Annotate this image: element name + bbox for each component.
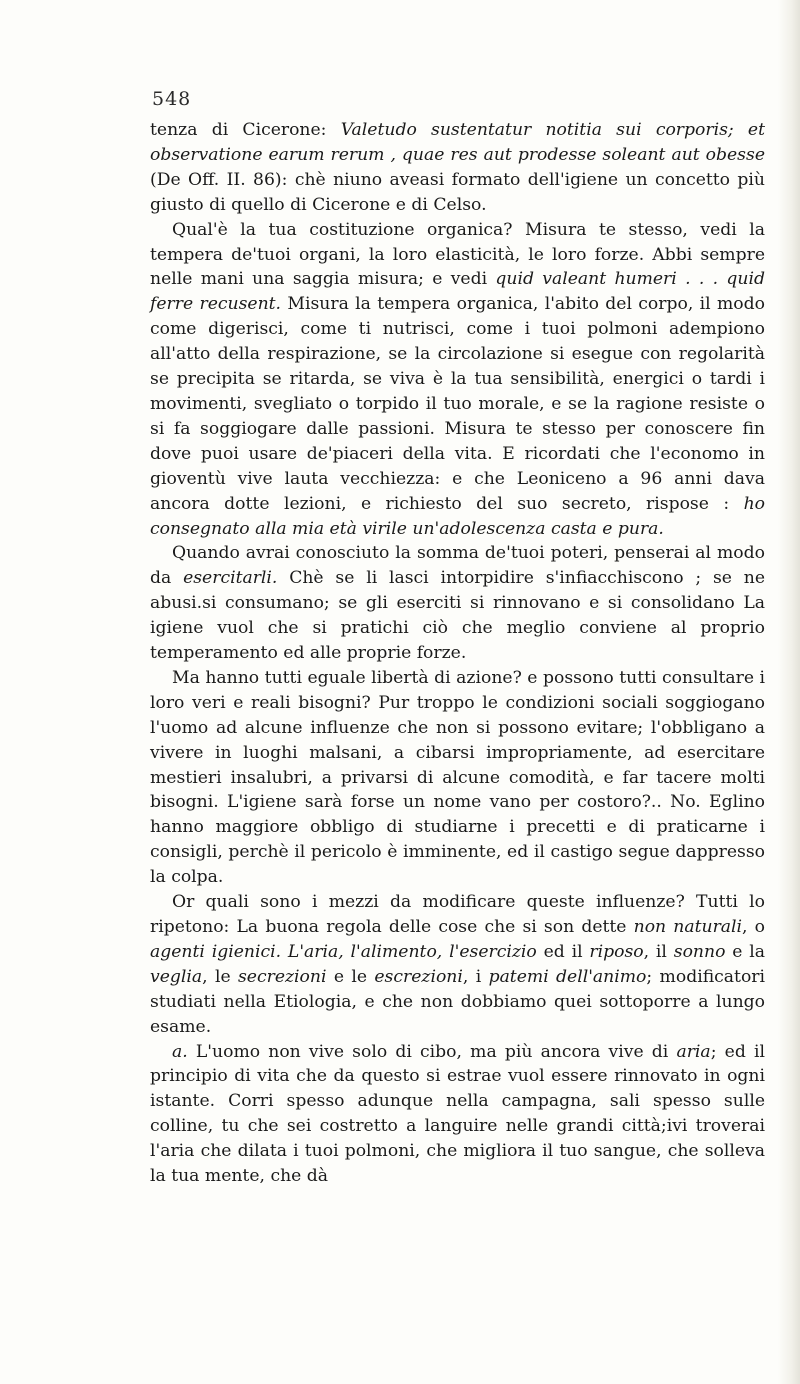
paragraph (150, 541, 765, 666)
paragraph (150, 1040, 765, 1189)
italic-text-run: patemi dell'animo (488, 966, 647, 987)
text-run: ; ed il principio di vita che da questo si estrae vuol essere rinnovato in ogni istante. Corri spesso adunque nella campagna, sali spesso sulle colline, tu che sei costretto a languire nelle grandi città;ivi troverai l'aria che dilata i tuoi polmoni, che migliora il tuo sangue, che solleva la tua mente, che dà (150, 1041, 765, 1187)
text-run: , il (643, 941, 674, 962)
italic-text-run: a. (172, 1041, 188, 1062)
italic-text-run: veglia (150, 966, 203, 987)
page-edge-shadow (778, 0, 800, 1384)
text-run: , le (202, 966, 238, 987)
paragraph (150, 218, 765, 542)
text-run: (De Off. II. 86): chè niuno aveasi formato dell'igiene un concetto più giusto di quello di Cicerone e di Celso. (150, 169, 765, 215)
italic-text-run: L'aria, l'alimento, l'esercizio (287, 941, 537, 962)
text-run: tenza di Cicerone: (150, 120, 341, 140)
text-run: ed il (536, 941, 590, 962)
italic-text-run: non naturali (633, 917, 743, 937)
text-run: Chè se li lasci intorpidire s'infiacchiscono ; se ne abusi.si consumano; se gli eserciti si rinnovano e si consolidano La igiene vuol che si pratichi ciò che meglio conviene al proprio temperamento ed alle proprie forze. (150, 568, 765, 664)
paragraph (150, 890, 765, 1039)
page-number: 548 (152, 88, 192, 110)
italic-text-run: quid valeant humeri . . . quid ferre recusent. (150, 269, 765, 315)
text-run: ; modificatori studiati nella Etiologia, e che non dobbiamo quei sottoporre a lungo esame. (150, 966, 766, 1037)
italic-text-run: sonno (673, 941, 726, 962)
body-text (150, 118, 765, 1189)
text-run (281, 942, 288, 962)
italic-text-run: agenti igienici. (150, 941, 282, 962)
italic-text-run: escrezioni (374, 966, 463, 987)
paragraph (150, 666, 765, 890)
italic-text-run: esercitarli. (183, 568, 278, 589)
text-run: e la (725, 941, 766, 962)
italic-text-run: secrezioni (237, 966, 327, 987)
text-run: e le (326, 966, 375, 987)
italic-text-run: ho consegnato alla mia età virile un'adolescenza casta e pura. (150, 493, 765, 539)
text-run: Or quali sono i mezzi da modificare queste influenze? Tutti lo ripetono: La buona regola delle cose che si son dette (150, 892, 765, 937)
text-run: , i (462, 966, 489, 987)
italic-text-run: aria (676, 1041, 711, 1062)
text-run: Misura la tempera organica, l'abito del corpo, il modo come digerisci, come ti nutrisci, come i tuoi polmoni adempiono all'atto della respirazione, se la circolazione si esegue con regolarità se precipita se ritarda, se viva è la tua sensibilità, energici o tardi i movimenti, svegliato o torpido il tuo morale, e se la ragione resiste o si fa soggiogare dalle passioni. Misura te stesso per conoscere fin dove puoi usare de'piaceri della vita. E ricordati che l'economo in gioventù vive lauta vecchiezza: e che Leoniceno a 96 anni dava ancora dotte lezioni, e richiesto del suo secreto, rispose : (150, 294, 765, 514)
italic-text-run: Valetudo sustentatur notitia sui corporis; et observatione earum rerum , quae res aut prodesse soleant aut obesse (150, 120, 765, 165)
text-run: Ma hanno tutti eguale libertà di azione? e possono tutti consultare i loro veri e reali bisogni? Pur troppo le condizioni sociali soggiogano l'uomo ad alcune influenze che non si possono evitare; l'obbligano a vivere in luoghi malsani, a cibarsi impropriamente, ad esercitare mestieri insalubri, a privarsi di alcune comodità, e far tacere molti bisogni. L'igiene sarà forse un nome vano per costoro?.. No. Eglino hanno maggiore obbligo di studiarne i precetti e di praticarne i consigli, perchè il pericolo è imminente, ed il castigo segue dappresso la colpa. (150, 667, 765, 888)
paragraph (150, 118, 765, 218)
text-run: Quando avrai conosciuto la somma de'tuoi poteri, penserai al modo da (150, 543, 765, 589)
text-run: Qual'è la tua costituzione organica? Misura te stesso, vedi la tempera de'tuoi organi, la loro elasticità, le loro forze. Abbi sempre nelle mani una saggia misura; e vedi (150, 219, 765, 290)
text-run: L'uomo non vive solo di cibo, ma più ancora vive di (187, 1041, 677, 1062)
text-run: , o (742, 917, 765, 937)
italic-text-run: riposo (589, 941, 644, 962)
